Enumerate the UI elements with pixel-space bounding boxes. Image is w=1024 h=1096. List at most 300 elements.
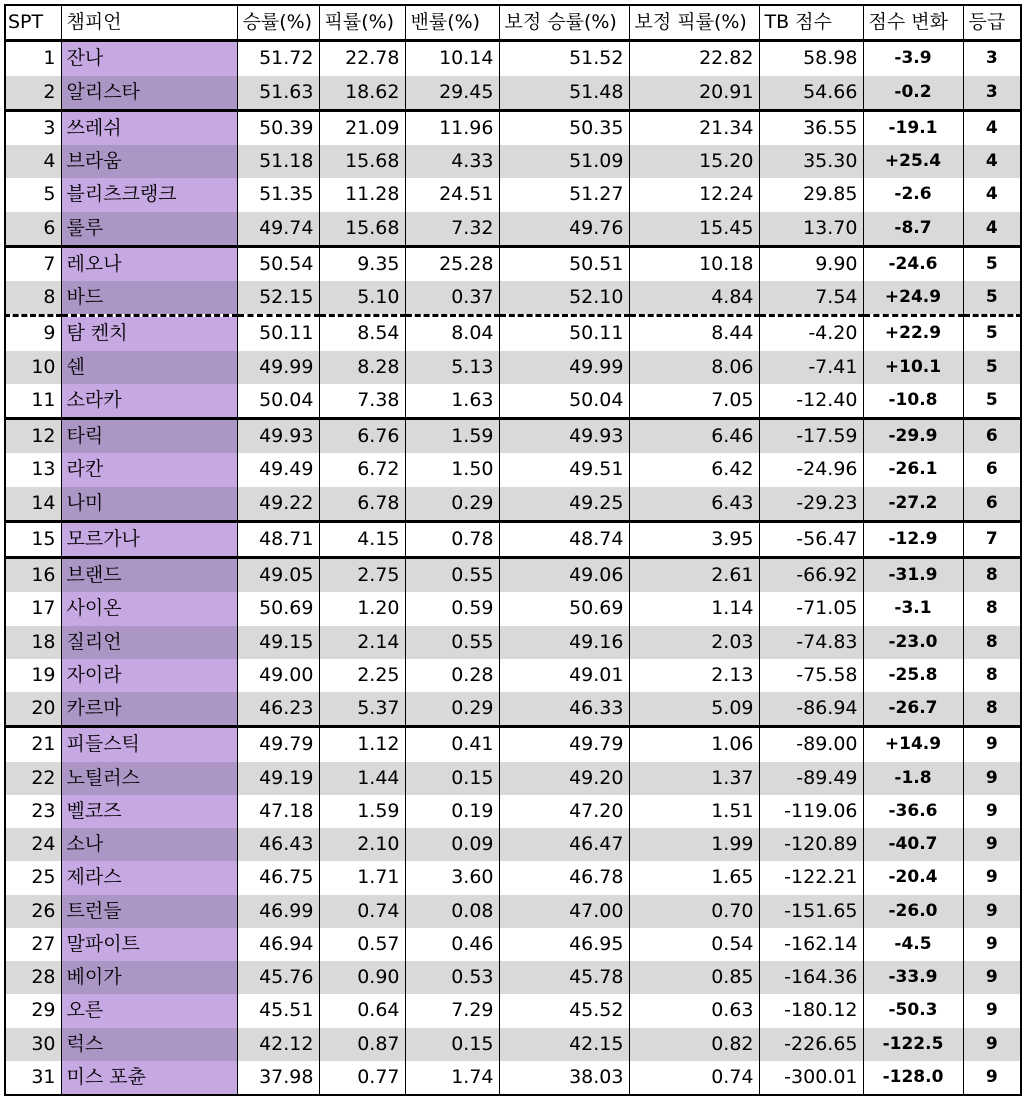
cell-champion: 제라스: [61, 861, 237, 894]
header-score-change: 점수 변화: [863, 5, 963, 41]
cell-pick-rate: 1.59: [319, 795, 405, 828]
cell-tier: 6: [963, 419, 1021, 454]
cell-tb-score: 54.66: [759, 76, 863, 111]
cell-tb-score: 29.85: [759, 178, 863, 211]
cell-tb-score: 13.70: [759, 212, 863, 247]
cell-win-rate: 47.18: [237, 795, 319, 828]
cell-ban-rate: 0.46: [405, 928, 499, 961]
cell-pick-rate: 6.78: [319, 487, 405, 522]
cell-champion: 모르가나: [61, 521, 237, 557]
cell-win-rate: 50.04: [237, 384, 319, 419]
cell-champion: 카르마: [61, 692, 237, 727]
cell-score-change: -31.9: [863, 558, 963, 593]
cell-win-rate: 49.93: [237, 419, 319, 454]
cell-adjusted-pick-rate: 22.82: [629, 41, 759, 76]
cell-spt: 5: [5, 178, 61, 211]
cell-champion: 탐 켄치: [61, 316, 237, 351]
cell-adjusted-pick-rate: 6.42: [629, 453, 759, 486]
cell-adjusted-pick-rate: 0.74: [629, 1061, 759, 1095]
cell-win-rate: 46.75: [237, 861, 319, 894]
cell-tb-score: 35.30: [759, 145, 863, 178]
table-row: [5, 521, 1021, 557]
cell-win-rate: 51.18: [237, 145, 319, 178]
cell-champion: 라칸: [61, 453, 237, 486]
cell-pick-rate: 8.28: [319, 351, 405, 384]
cell-pick-rate: 0.77: [319, 1061, 405, 1095]
table-row: [5, 592, 1021, 625]
cell-score-change: -0.2: [863, 76, 963, 111]
cell-win-rate: 45.76: [237, 961, 319, 994]
cell-score-change: -26.1: [863, 453, 963, 486]
cell-pick-rate: 5.10: [319, 281, 405, 316]
table-row: [5, 1028, 1021, 1061]
cell-win-rate: 49.15: [237, 626, 319, 659]
cell-pick-rate: 0.90: [319, 961, 405, 994]
cell-tb-score: -71.05: [759, 592, 863, 625]
cell-tb-score: -226.65: [759, 1028, 863, 1061]
cell-adjusted-pick-rate: 0.63: [629, 994, 759, 1027]
cell-champion: 벨코즈: [61, 795, 237, 828]
cell-win-rate: 46.23: [237, 692, 319, 727]
cell-score-change: -12.9: [863, 521, 963, 557]
cell-spt: 19: [5, 659, 61, 692]
cell-spt: 23: [5, 795, 61, 828]
cell-spt: 18: [5, 626, 61, 659]
cell-win-rate: 49.22: [237, 487, 319, 522]
cell-pick-rate: 15.68: [319, 212, 405, 247]
cell-adjusted-win-rate: 45.52: [499, 994, 629, 1027]
table-row: [5, 316, 1021, 351]
cell-adjusted-pick-rate: 1.99: [629, 828, 759, 861]
table-row: [5, 762, 1021, 795]
cell-tb-score: -300.01: [759, 1061, 863, 1095]
cell-tier: 4: [963, 145, 1021, 178]
cell-win-rate: 49.49: [237, 453, 319, 486]
cell-ban-rate: 1.50: [405, 453, 499, 486]
cell-adjusted-win-rate: 51.52: [499, 41, 629, 76]
cell-adjusted-pick-rate: 1.06: [629, 727, 759, 762]
cell-spt: 8: [5, 281, 61, 316]
cell-pick-rate: 4.15: [319, 521, 405, 557]
cell-spt: 16: [5, 558, 61, 593]
cell-spt: 25: [5, 861, 61, 894]
cell-tb-score: -12.40: [759, 384, 863, 419]
table-row: [5, 110, 1021, 145]
cell-score-change: -40.7: [863, 828, 963, 861]
cell-champion: 브라움: [61, 145, 237, 178]
cell-ban-rate: 0.53: [405, 961, 499, 994]
cell-win-rate: 49.00: [237, 659, 319, 692]
cell-tb-score: -74.83: [759, 626, 863, 659]
cell-champion: 브랜드: [61, 558, 237, 593]
cell-ban-rate: 24.51: [405, 178, 499, 211]
cell-tier: 6: [963, 453, 1021, 486]
cell-spt: 28: [5, 961, 61, 994]
cell-spt: 31: [5, 1061, 61, 1095]
cell-tier: 8: [963, 626, 1021, 659]
cell-score-change: +22.9: [863, 316, 963, 351]
cell-pick-rate: 1.20: [319, 592, 405, 625]
cell-adjusted-pick-rate: 0.85: [629, 961, 759, 994]
cell-adjusted-win-rate: 50.69: [499, 592, 629, 625]
cell-champion: 바드: [61, 281, 237, 316]
cell-win-rate: 52.15: [237, 281, 319, 316]
cell-score-change: -20.4: [863, 861, 963, 894]
cell-adjusted-pick-rate: 0.54: [629, 928, 759, 961]
cell-pick-rate: 2.25: [319, 659, 405, 692]
cell-tier: 9: [963, 762, 1021, 795]
table-row: [5, 895, 1021, 928]
cell-score-change: -19.1: [863, 110, 963, 145]
cell-spt: 6: [5, 212, 61, 247]
cell-win-rate: 49.74: [237, 212, 319, 247]
cell-score-change: -26.7: [863, 692, 963, 727]
table-row: [5, 281, 1021, 316]
header-spt: SPT: [5, 5, 61, 41]
cell-tier: 9: [963, 928, 1021, 961]
cell-tier: 4: [963, 178, 1021, 211]
cell-spt: 29: [5, 994, 61, 1027]
cell-tb-score: -24.96: [759, 453, 863, 486]
cell-tb-score: -180.12: [759, 994, 863, 1027]
cell-ban-rate: 0.19: [405, 795, 499, 828]
cell-win-rate: 50.11: [237, 316, 319, 351]
cell-tier: 3: [963, 41, 1021, 76]
cell-adjusted-pick-rate: 8.06: [629, 351, 759, 384]
table-row: [5, 178, 1021, 211]
cell-pick-rate: 22.78: [319, 41, 405, 76]
cell-adjusted-pick-rate: 0.82: [629, 1028, 759, 1061]
cell-adjusted-win-rate: 50.11: [499, 316, 629, 351]
cell-adjusted-win-rate: 48.74: [499, 521, 629, 557]
cell-adjusted-win-rate: 50.51: [499, 246, 629, 281]
cell-win-rate: 49.79: [237, 727, 319, 762]
cell-adjusted-pick-rate: 3.95: [629, 521, 759, 557]
cell-tier: 9: [963, 994, 1021, 1027]
cell-tb-score: -151.65: [759, 895, 863, 928]
cell-tb-score: -56.47: [759, 521, 863, 557]
cell-ban-rate: 0.15: [405, 762, 499, 795]
cell-pick-rate: 9.35: [319, 246, 405, 281]
cell-adjusted-win-rate: 42.15: [499, 1028, 629, 1061]
cell-adjusted-win-rate: 50.04: [499, 384, 629, 419]
cell-spt: 7: [5, 246, 61, 281]
cell-tier: 6: [963, 487, 1021, 522]
cell-tb-score: -89.00: [759, 727, 863, 762]
cell-champion: 블리츠크랭크: [61, 178, 237, 211]
table-row: [5, 626, 1021, 659]
cell-tier: 4: [963, 212, 1021, 247]
cell-win-rate: 51.63: [237, 76, 319, 111]
table-row: [5, 212, 1021, 247]
cell-ban-rate: 0.08: [405, 895, 499, 928]
cell-adjusted-win-rate: 46.47: [499, 828, 629, 861]
cell-win-rate: 50.69: [237, 592, 319, 625]
cell-pick-rate: 1.44: [319, 762, 405, 795]
cell-tier: 8: [963, 659, 1021, 692]
cell-tier: 8: [963, 558, 1021, 593]
table-row: [5, 384, 1021, 419]
cell-pick-rate: 0.74: [319, 895, 405, 928]
cell-ban-rate: 1.63: [405, 384, 499, 419]
cell-tb-score: 7.54: [759, 281, 863, 316]
cell-pick-rate: 0.57: [319, 928, 405, 961]
table-row: [5, 692, 1021, 727]
cell-spt: 13: [5, 453, 61, 486]
cell-ban-rate: 0.29: [405, 487, 499, 522]
cell-ban-rate: 0.41: [405, 727, 499, 762]
cell-champion: 사이온: [61, 592, 237, 625]
cell-score-change: +10.1: [863, 351, 963, 384]
cell-adjusted-pick-rate: 12.24: [629, 178, 759, 211]
cell-pick-rate: 1.71: [319, 861, 405, 894]
cell-adjusted-pick-rate: 15.20: [629, 145, 759, 178]
table-row: [5, 659, 1021, 692]
cell-score-change: -29.9: [863, 419, 963, 454]
table-row: [5, 351, 1021, 384]
cell-pick-rate: 7.38: [319, 384, 405, 419]
cell-spt: 17: [5, 592, 61, 625]
cell-adjusted-pick-rate: 15.45: [629, 212, 759, 247]
cell-adjusted-win-rate: 49.25: [499, 487, 629, 522]
cell-ban-rate: 0.29: [405, 692, 499, 727]
cell-win-rate: 49.19: [237, 762, 319, 795]
cell-adjusted-pick-rate: 2.03: [629, 626, 759, 659]
cell-ban-rate: 0.55: [405, 626, 499, 659]
cell-tier: 5: [963, 351, 1021, 384]
table-row: [5, 419, 1021, 454]
cell-tb-score: -122.21: [759, 861, 863, 894]
header-champion: 챔피언: [61, 5, 237, 41]
cell-score-change: -4.5: [863, 928, 963, 961]
cell-tier: 9: [963, 727, 1021, 762]
cell-ban-rate: 0.28: [405, 659, 499, 692]
cell-win-rate: 49.05: [237, 558, 319, 593]
cell-ban-rate: 11.96: [405, 110, 499, 145]
cell-tb-score: -119.06: [759, 795, 863, 828]
cell-adjusted-pick-rate: 8.44: [629, 316, 759, 351]
cell-tier: 9: [963, 795, 1021, 828]
cell-win-rate: 46.94: [237, 928, 319, 961]
table-row: [5, 994, 1021, 1027]
cell-champion: 오른: [61, 994, 237, 1027]
cell-tb-score: -162.14: [759, 928, 863, 961]
cell-tb-score: 9.90: [759, 246, 863, 281]
cell-champion: 나미: [61, 487, 237, 522]
cell-ban-rate: 0.15: [405, 1028, 499, 1061]
cell-ban-rate: 0.59: [405, 592, 499, 625]
cell-adjusted-pick-rate: 5.09: [629, 692, 759, 727]
cell-ban-rate: 29.45: [405, 76, 499, 111]
cell-spt: 26: [5, 895, 61, 928]
cell-score-change: -10.8: [863, 384, 963, 419]
cell-champion: 룰루: [61, 212, 237, 247]
cell-champion: 타릭: [61, 419, 237, 454]
cell-win-rate: 46.99: [237, 895, 319, 928]
cell-adjusted-win-rate: 47.00: [499, 895, 629, 928]
cell-tb-score: -75.58: [759, 659, 863, 692]
cell-spt: 14: [5, 487, 61, 522]
cell-adjusted-pick-rate: 7.05: [629, 384, 759, 419]
cell-champion: 베이가: [61, 961, 237, 994]
cell-score-change: -1.8: [863, 762, 963, 795]
cell-adjusted-win-rate: 49.99: [499, 351, 629, 384]
cell-score-change: -25.8: [863, 659, 963, 692]
cell-pick-rate: 15.68: [319, 145, 405, 178]
cell-tier: 9: [963, 1028, 1021, 1061]
cell-champion: 레오나: [61, 246, 237, 281]
cell-spt: 15: [5, 521, 61, 557]
cell-pick-rate: 6.72: [319, 453, 405, 486]
cell-adjusted-win-rate: 51.27: [499, 178, 629, 211]
table-row: [5, 145, 1021, 178]
cell-win-rate: 49.99: [237, 351, 319, 384]
cell-win-rate: 51.72: [237, 41, 319, 76]
cell-ban-rate: 7.32: [405, 212, 499, 247]
cell-pick-rate: 2.14: [319, 626, 405, 659]
cell-pick-rate: 1.12: [319, 727, 405, 762]
cell-pick-rate: 11.28: [319, 178, 405, 211]
table-row: [5, 1061, 1021, 1095]
cell-tier: 9: [963, 895, 1021, 928]
cell-score-change: -24.6: [863, 246, 963, 281]
cell-win-rate: 46.43: [237, 828, 319, 861]
cell-score-change: -23.0: [863, 626, 963, 659]
cell-pick-rate: 0.64: [319, 994, 405, 1027]
cell-score-change: -27.2: [863, 487, 963, 522]
cell-spt: 12: [5, 419, 61, 454]
cell-adjusted-win-rate: 51.09: [499, 145, 629, 178]
cell-adjusted-win-rate: 46.95: [499, 928, 629, 961]
cell-tier: 4: [963, 110, 1021, 145]
cell-spt: 10: [5, 351, 61, 384]
cell-spt: 9: [5, 316, 61, 351]
cell-score-change: -33.9: [863, 961, 963, 994]
cell-adjusted-win-rate: 45.78: [499, 961, 629, 994]
cell-score-change: -3.9: [863, 41, 963, 76]
cell-ban-rate: 5.13: [405, 351, 499, 384]
cell-adjusted-pick-rate: 1.65: [629, 861, 759, 894]
cell-adjusted-win-rate: 49.01: [499, 659, 629, 692]
cell-tier: 5: [963, 384, 1021, 419]
header-adjusted-pick-rate: 보정 픽률(%): [629, 5, 759, 41]
cell-adjusted-win-rate: 49.20: [499, 762, 629, 795]
cell-tier: 8: [963, 692, 1021, 727]
cell-pick-rate: 2.10: [319, 828, 405, 861]
table-row: [5, 795, 1021, 828]
table-body: [5, 41, 1021, 1095]
table-row: [5, 41, 1021, 76]
table-row: [5, 828, 1021, 861]
cell-win-rate: 48.71: [237, 521, 319, 557]
cell-adjusted-win-rate: 38.03: [499, 1061, 629, 1095]
cell-spt: 20: [5, 692, 61, 727]
header-tb-score: TB 점수: [759, 5, 863, 41]
cell-champion: 소라카: [61, 384, 237, 419]
cell-champion: 쉔: [61, 351, 237, 384]
cell-tier: 5: [963, 281, 1021, 316]
cell-spt: 21: [5, 727, 61, 762]
cell-ban-rate: 25.28: [405, 246, 499, 281]
cell-score-change: -26.0: [863, 895, 963, 928]
cell-champion: 알리스타: [61, 76, 237, 111]
table-row: [5, 453, 1021, 486]
cell-score-change: -50.3: [863, 994, 963, 1027]
cell-score-change: +14.9: [863, 727, 963, 762]
cell-tb-score: -7.41: [759, 351, 863, 384]
cell-ban-rate: 0.55: [405, 558, 499, 593]
cell-spt: 4: [5, 145, 61, 178]
cell-champion: 잔나: [61, 41, 237, 76]
cell-tb-score: -164.36: [759, 961, 863, 994]
cell-pick-rate: 2.75: [319, 558, 405, 593]
cell-champion: 트런들: [61, 895, 237, 928]
cell-score-change: -128.0: [863, 1061, 963, 1095]
cell-pick-rate: 21.09: [319, 110, 405, 145]
cell-tb-score: -17.59: [759, 419, 863, 454]
cell-ban-rate: 1.59: [405, 419, 499, 454]
cell-ban-rate: 0.78: [405, 521, 499, 557]
cell-tb-score: -4.20: [759, 316, 863, 351]
table-row: [5, 487, 1021, 522]
cell-champion: 피들스틱: [61, 727, 237, 762]
champion-stats-table: [4, 4, 1022, 1096]
cell-adjusted-win-rate: 49.76: [499, 212, 629, 247]
cell-adjusted-pick-rate: 2.61: [629, 558, 759, 593]
cell-adjusted-win-rate: 49.16: [499, 626, 629, 659]
cell-spt: 2: [5, 76, 61, 111]
cell-champion: 럭스: [61, 1028, 237, 1061]
cell-win-rate: 45.51: [237, 994, 319, 1027]
cell-adjusted-pick-rate: 1.14: [629, 592, 759, 625]
table-row: [5, 727, 1021, 762]
table-row: [5, 76, 1021, 111]
cell-adjusted-win-rate: 49.93: [499, 419, 629, 454]
header-adjusted-win-rate: 보정 승률(%): [499, 5, 629, 41]
table-row: [5, 928, 1021, 961]
cell-score-change: -3.1: [863, 592, 963, 625]
cell-spt: 1: [5, 41, 61, 76]
cell-adjusted-win-rate: 46.78: [499, 861, 629, 894]
cell-tier: 9: [963, 1061, 1021, 1095]
cell-spt: 22: [5, 762, 61, 795]
cell-adjusted-pick-rate: 20.91: [629, 76, 759, 111]
cell-ban-rate: 8.04: [405, 316, 499, 351]
cell-pick-rate: 18.62: [319, 76, 405, 111]
cell-ban-rate: 7.29: [405, 994, 499, 1027]
cell-score-change: -36.6: [863, 795, 963, 828]
cell-adjusted-win-rate: 49.51: [499, 453, 629, 486]
cell-adjusted-pick-rate: 1.37: [629, 762, 759, 795]
cell-adjusted-win-rate: 46.33: [499, 692, 629, 727]
cell-spt: 27: [5, 928, 61, 961]
cell-pick-rate: 6.76: [319, 419, 405, 454]
cell-tb-score: -89.49: [759, 762, 863, 795]
cell-champion: 질리언: [61, 626, 237, 659]
cell-win-rate: 50.54: [237, 246, 319, 281]
cell-tb-score: -66.92: [759, 558, 863, 593]
cell-adjusted-pick-rate: 21.34: [629, 110, 759, 145]
cell-tier: 5: [963, 246, 1021, 281]
cell-adjusted-pick-rate: 6.46: [629, 419, 759, 454]
cell-ban-rate: 1.74: [405, 1061, 499, 1095]
cell-champion: 말파이트: [61, 928, 237, 961]
table-row: [5, 558, 1021, 593]
cell-tier: 3: [963, 76, 1021, 111]
cell-tb-score: -29.23: [759, 487, 863, 522]
cell-adjusted-win-rate: 50.35: [499, 110, 629, 145]
cell-champion: 자이라: [61, 659, 237, 692]
